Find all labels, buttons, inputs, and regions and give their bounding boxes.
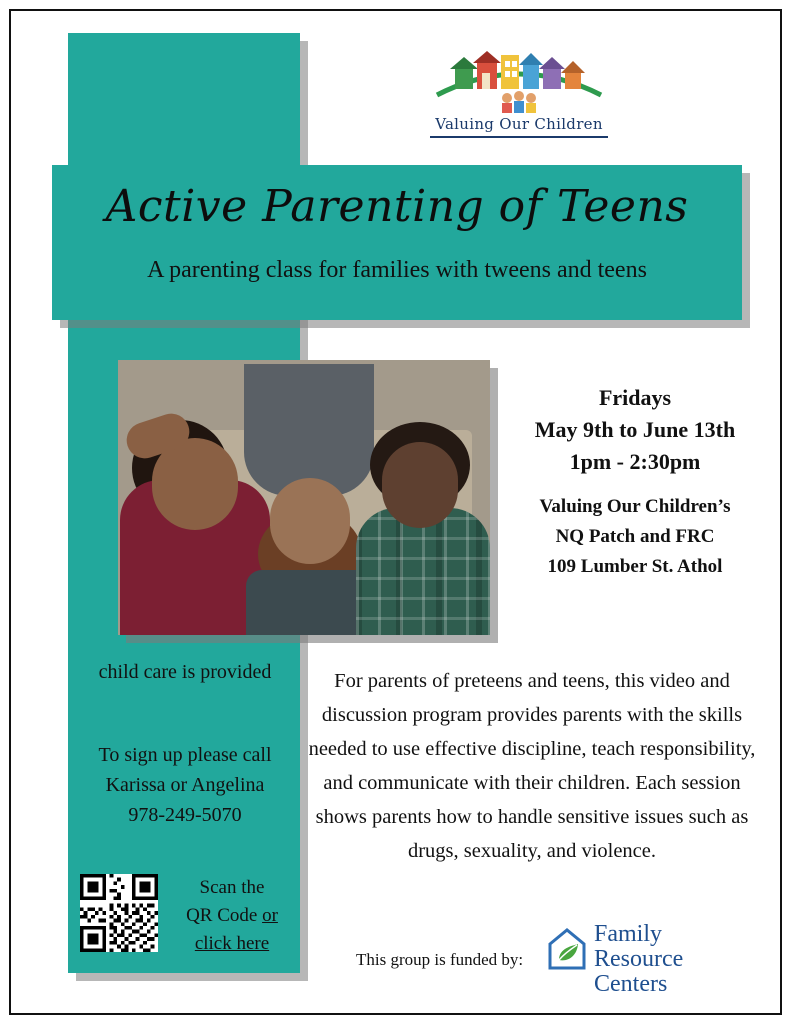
detail-org-line-2: NQ Patch and FRC: [555, 526, 715, 547]
detail-dates: May 9th to June 13th: [534, 417, 736, 442]
scan-instructions: [166, 874, 298, 958]
logo-underline: [430, 136, 608, 138]
scan-or-link[interactable]: or: [262, 905, 278, 926]
signup-phone: 978-249-5070: [128, 804, 242, 826]
qr-code[interactable]: [80, 874, 158, 952]
photo-person-middle-shirt: [246, 570, 374, 635]
page-title: Active Parenting of Teens: [105, 181, 689, 232]
logo-caption: Valuing Our Children: [435, 115, 603, 133]
click-here-link[interactable]: click here: [194, 933, 270, 954]
logo-illustration-icon: [419, 45, 619, 113]
detail-day: Fridays: [598, 385, 672, 410]
scan-line-2: [166, 902, 298, 930]
scan-line-1: Scan the: [199, 877, 265, 898]
title-band: [52, 165, 742, 320]
page-subtitle: A parenting class for families with tweens and teens: [147, 257, 647, 283]
detail-spacer: [500, 478, 770, 492]
frc-line-2: Resource Centers: [594, 946, 684, 997]
voc-logo: [419, 45, 619, 150]
family-photo: [118, 360, 490, 635]
photo-person-middle-head: [270, 478, 350, 564]
photo-person-middle-sweater: [244, 364, 374, 496]
class-details: [500, 382, 770, 582]
detail-time: 1pm - 2:30pm: [569, 449, 701, 474]
frc-wordmark: [594, 922, 758, 997]
signup-instructions: To sign up please call Karissa or Angelina: [98, 744, 272, 796]
qr-code-image[interactable]: [80, 874, 158, 952]
photo-person-right-head: [382, 442, 458, 528]
frc-line-1: Family: [594, 921, 663, 947]
scan-qr-label: QR Code: [186, 905, 263, 926]
funding-label: This group is funded by:: [356, 950, 524, 969]
detail-org-line-1: Valuing Our Children’s: [539, 496, 731, 517]
logo-buildings-icon: [419, 45, 619, 113]
program-description: For parents of preteens and teens, this video and discussion program provides parents with the skills needed to use effective discipline, teach responsibility, and communicate with their children. Each session shows parents how to handle sensitive issues such as drugs, sexuality, and violence.: [308, 670, 756, 862]
signup-note: [72, 740, 298, 830]
childcare-note: child care is provided: [98, 661, 272, 683]
frc-house-leaf-icon: [546, 926, 588, 970]
detail-address: 109 Lumber St. Athol: [547, 556, 723, 577]
family-resource-centers-logo: [546, 921, 758, 997]
